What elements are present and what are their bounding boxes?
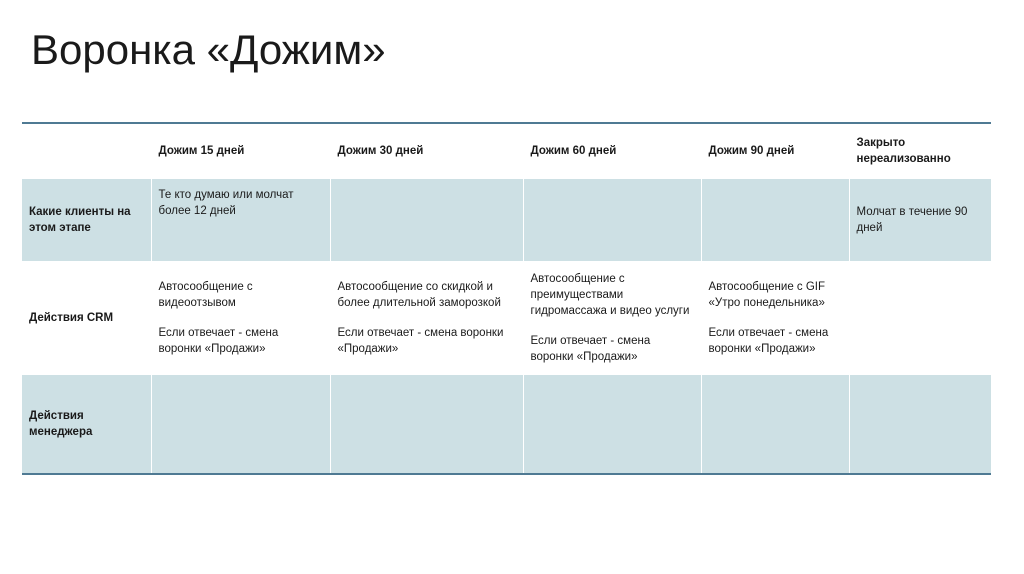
table-cell — [151, 261, 330, 375]
cell-text-action: Автосообщение с видеоотзывом — [158, 280, 253, 309]
table-cell — [701, 179, 849, 262]
cell-text-condition: Если отвечает - смена воронки «Продажи» — [337, 327, 504, 356]
table-cell — [523, 179, 701, 262]
cell-text-action: Автосообщение со скидкой и более длительной заморозкой — [337, 280, 501, 309]
table-cell — [330, 179, 523, 262]
table-cell — [330, 261, 523, 375]
table-cell — [330, 375, 523, 474]
table-row-clients — [22, 179, 991, 262]
header-cell-closed: Закрыто нереализованно — [849, 123, 991, 179]
table-cell — [523, 261, 701, 375]
header-cell-30-days: Дожим 30 дней — [330, 123, 523, 179]
header-cell-90-days: Дожим 90 дней — [701, 123, 849, 179]
row-label-crm: Действия CRM — [22, 261, 151, 375]
header-cell-empty — [22, 123, 151, 179]
header-cell-15-days: Дожим 15 дней — [151, 123, 330, 179]
table-cell — [849, 375, 991, 474]
table-cell: Те кто думаю или молчат более 12 дней — [151, 179, 330, 262]
row-label-clients: Какие клиенты на этом этапе — [22, 179, 151, 262]
header-cell-60-days: Дожим 60 дней — [523, 123, 701, 179]
cell-text-condition: Если отвечает - смена воронки «Продажи» — [530, 335, 651, 364]
table-row-crm — [22, 261, 991, 375]
table-cell — [151, 375, 330, 474]
table-cell — [701, 375, 849, 474]
table-cell — [701, 261, 849, 375]
table-row-manager — [22, 375, 991, 474]
cell-text-action: Автосообщение с GIF «Утро понедельника» — [708, 280, 826, 309]
page-title: Воронка «Дожим» — [31, 26, 386, 73]
table-cell — [849, 261, 991, 375]
funnel-table — [22, 122, 991, 475]
cell-text-condition: Если отвечает - смена воронки «Продажи» — [158, 327, 279, 356]
row-label-manager: Действия менеджера — [22, 375, 151, 474]
table-header-row — [22, 123, 991, 179]
cell-text-condition: Если отвечает - смена воронки «Продажи» — [708, 327, 829, 356]
table-cell — [523, 375, 701, 474]
table-cell: Молчат в течение 90 дней — [849, 179, 991, 262]
cell-text-action: Автосообщение с преимуществами гидромассажа и видео услуги — [530, 272, 690, 317]
